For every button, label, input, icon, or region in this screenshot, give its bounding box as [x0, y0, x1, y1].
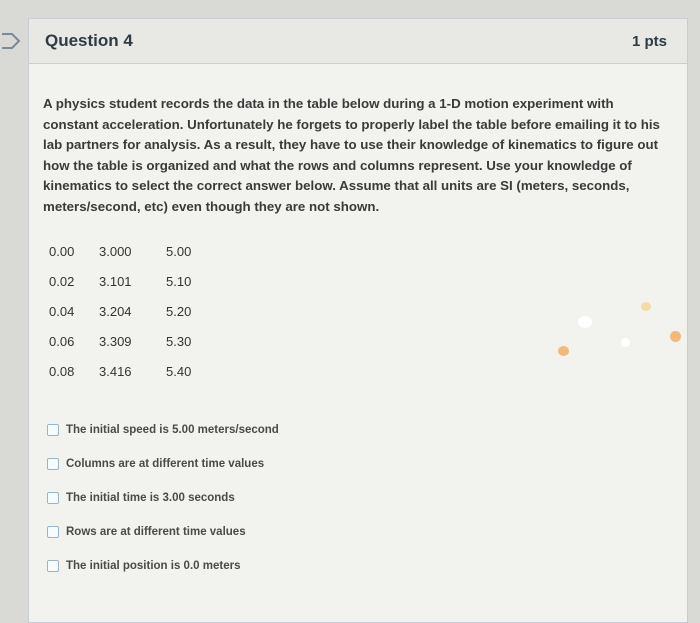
answer-radio[interactable] [47, 560, 59, 572]
answer-label: Rows are at different time values [66, 525, 246, 538]
answer-label: The initial speed is 5.00 meters/second [66, 423, 279, 436]
answer-list [47, 413, 671, 583]
table-cell: 0.02 [49, 273, 75, 289]
table-row [43, 237, 222, 267]
answer-option[interactable] [47, 413, 671, 447]
glare-spot [558, 346, 569, 356]
question-header [29, 19, 687, 64]
answer-option[interactable] [47, 481, 671, 515]
table-row [43, 327, 222, 357]
question-title: Question 4 [45, 31, 133, 50]
data-table [43, 237, 222, 387]
question-points: 1 pts [631, 32, 667, 50]
table-cell: 5.30 [166, 333, 192, 349]
answer-label: The initial position is 0.0 meters [66, 559, 241, 572]
table-cell: 3.101 [99, 273, 132, 289]
glare-spot [578, 316, 592, 328]
question-flag-icon[interactable] [0, 30, 22, 52]
glare-spot [621, 338, 630, 347]
table-cell: 0.04 [49, 303, 75, 319]
table-row [43, 267, 222, 297]
glare-spot [641, 302, 651, 311]
table-cell: 0.08 [49, 363, 75, 379]
table-cell: 5.20 [166, 303, 192, 319]
answer-label: The initial time is 3.00 seconds [66, 491, 235, 504]
question-prompt: A physics student records the data in the table below during a 1-D motion experiment with constant acceleration. Unfortunately he forgets to properly label the table before emailing it to his lab partners for analysis. As a result, they have to use their knowledge of kinematics to figure out how the table is organized and what the rows and columns represent. Use your knowledge of kinematics to select the correct answer below. Assume that all units are SI (meters, seconds, meters/second, etc) even though they are not shown. [43, 96, 660, 214]
table-cell: 5.40 [166, 363, 192, 379]
answer-option[interactable] [47, 515, 671, 549]
answer-radio[interactable] [47, 492, 59, 504]
answer-radio[interactable] [47, 424, 59, 436]
answer-radio[interactable] [47, 526, 59, 538]
answer-option[interactable] [47, 549, 671, 583]
answer-radio[interactable] [47, 458, 59, 470]
answer-option[interactable] [47, 447, 671, 481]
glare-spot [670, 331, 681, 342]
table-row [43, 297, 222, 327]
table-row [43, 357, 222, 387]
table-cell: 5.10 [166, 273, 192, 289]
table-cell: 0.00 [49, 243, 75, 259]
table-cell: 3.000 [99, 243, 132, 259]
answer-label: Columns are at different time values [66, 457, 265, 470]
table-cell: 3.204 [99, 303, 132, 319]
table-cell: 0.06 [49, 333, 75, 349]
table-cell: 3.309 [99, 333, 132, 349]
table-cell: 5.00 [166, 243, 192, 259]
table-cell: 3.416 [99, 363, 132, 379]
